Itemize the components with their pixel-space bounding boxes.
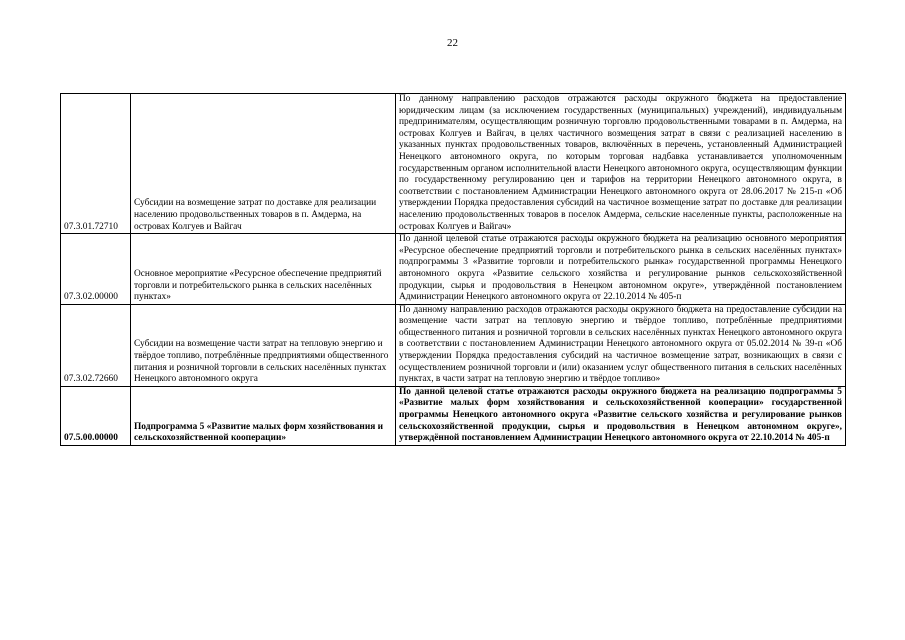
row-name: Субсидии на возмещение затрат по доставке для реализации населению продовольственных товаров в п. Амдерма, на островах Колгуев и Вайгач [131, 94, 396, 234]
row-description: По данному направлению расходов отражаются расходы окружного бюджета на предоставление субсидии на возмещение части затрат на тепловую энергию и твёрдое топливо, потреблённые предприятиями общественного питания и розничной торговли в сельских населённых пунктах Ненецкого автономного округа в соответствии с постановлением Администрации Ненецкого автономного округа от 05.02.2014 № 39-п «Об утверждении Порядка предоставления субсидий на частичное возмещение затрат, возникающих в связи с осуществлением розничной торговли и (или) оказанием услуг общественного питания в сельских населённых пунктах, в части затрат на тепловую энергию и твёрдое топливо» [396, 304, 846, 386]
row-description: По данному направлению расходов отражаются расходы окружного бюджета на предоставление юридическим лицам (за исключением государственных (муниципальных) учреждений), индивидуальным предпринимателям, осуществляющим розничную торговлю продовольственными товарами в п. Амдерма, на островах Колгуев и Вайгач, в целях частичного возмещения затрат в связи с реализацией населению в указанных пунктах продовольственных товаров, включённых в перечень, установленный Администрацией Ненецкого автономного округа, по которым торговая надбавка устанавливается уполномоченным государственным органом исполнительной власти Ненецкого автономного округа, осуществляющим функции по государственному регулированию цен и тарифов на территории Ненецкого автономного округа, в соответствии с постановлением Администрации Ненецкого автономного округа от 28.06.2017 № 215-п «Об утверждении Порядка предоставления субсидий на частичное возмещение затрат по доставке для реализации населению продовольственных товаров в поселок Амдерма, сельские населенные пункты, расположенные на островах Колгуев и Вайгач» [396, 94, 846, 234]
row-name: Подпрограмма 5 «Развитие малых форм хозяйствования и сельскохозяйственной кооперации» [131, 386, 396, 445]
row-code: 07.3.01.72710 [61, 94, 131, 234]
row-code: 07.3.02.00000 [61, 234, 131, 305]
row-description: По данной целевой статье отражаются расходы окружного бюджета на реализацию подпрограммы 5 «Развитие малых форм хозяйствования и сельскохозяйственной кооперации» государственной программы Ненецкого автономного округа «Развитие сельского хозяйства и регулирование рынков сельскохозяйственной продукции, сырья и продовольствия в Ненецком автономном округе», утверждённой постановлением Администрации Ненецкого автономного округа от 22.10.2014 № 405-п [396, 386, 846, 445]
budget-classification-table [60, 93, 846, 446]
row-code: 07.3.02.72660 [61, 304, 131, 386]
table-row [61, 386, 846, 445]
table-row [61, 94, 846, 234]
row-code: 07.5.00.00000 [61, 386, 131, 445]
table-row [61, 234, 846, 305]
page-number: 22 [447, 37, 458, 49]
row-description: По данной целевой статье отражаются расходы окружного бюджета на реализацию основного мероприятия «Ресурсное обеспечение предприятий торговли и потребительского рынка в сельских населённых пунктах» подпрограммы 3 «Развитие торговли и потребительского рынка» государственной программы Ненецкого автономного округа «Развитие сельского хозяйства и регулирование рынков сельскохозяйственной продукции, сырья и продовольствия в Ненецком автономном округе», утверждённой постановлением Администрации Ненецкого автономного округа от 22.10.2014 № 405-п [396, 234, 846, 305]
table-row [61, 304, 846, 386]
row-name: Основное мероприятие «Ресурсное обеспечение предприятий торговли и потребительского рынка в сельских населённых пунктах» [131, 234, 396, 305]
row-name: Субсидии на возмещение части затрат на тепловую энергию и твёрдое топливо, потреблённые предприятиями общественного питания и розничной торговли в сельских населённых пунктах Ненецкого автономного округа [131, 304, 396, 386]
